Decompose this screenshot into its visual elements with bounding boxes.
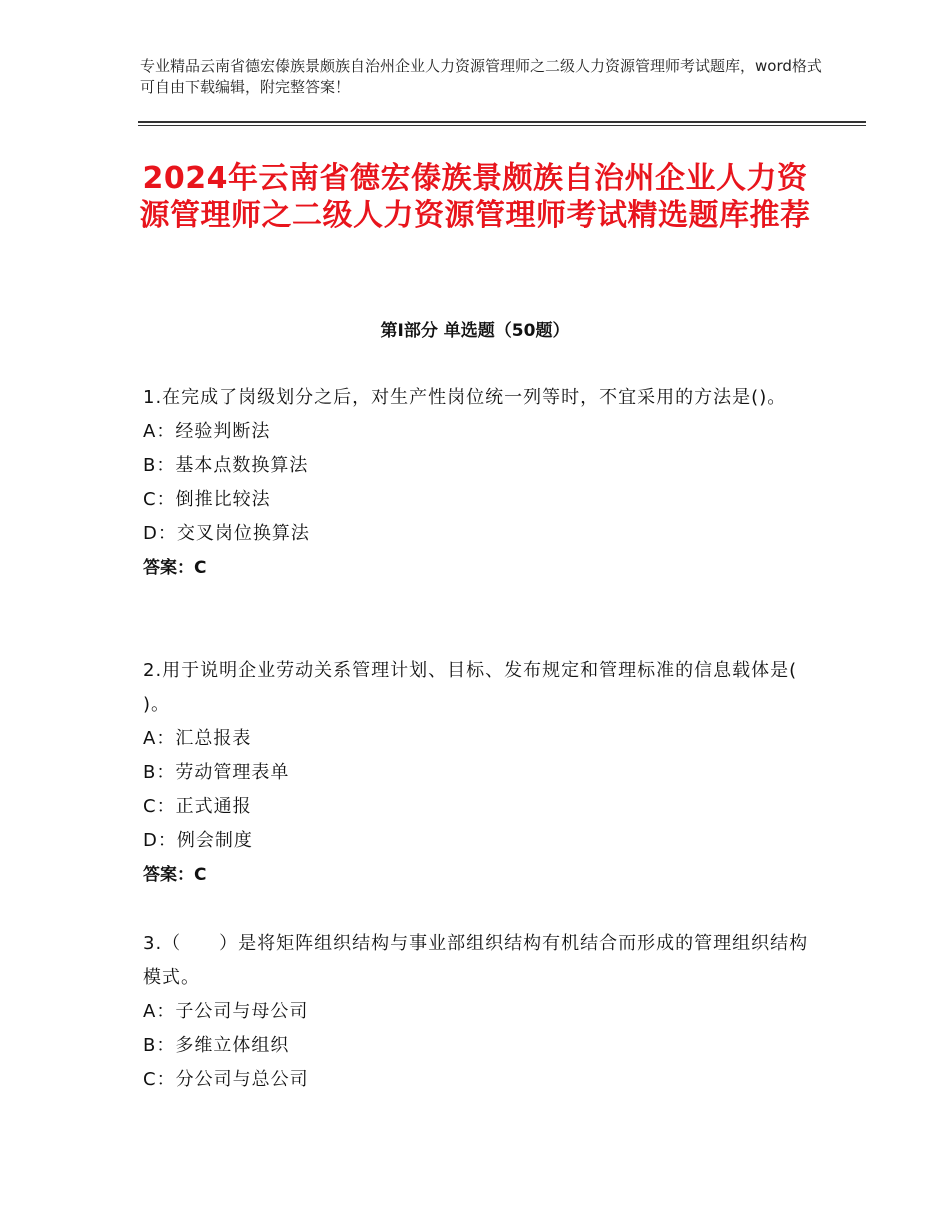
question-3 bbox=[143, 927, 813, 1097]
header-divider-thin bbox=[138, 125, 866, 126]
option-b: B：劳动管理表单 bbox=[143, 762, 290, 783]
answer: 答案：C bbox=[143, 558, 207, 578]
option-c: C：分公司与总公司 bbox=[143, 1069, 309, 1090]
option-c: C：正式通报 bbox=[143, 796, 252, 817]
header-note: 专业精品云南省德宏傣族景颇族自治州企业人力资源管理师之二级人力资源管理师考试题库，word格式可自由下载编辑，附完整答案！ bbox=[140, 57, 822, 96]
document-title: 2024年云南省德宏傣族景颇族自治州企业人力资源管理师之二级人力资源管理师考试精选题库推荐 bbox=[139, 161, 811, 233]
option-c: C：倒推比较法 bbox=[143, 489, 271, 510]
option-a: A：汇总报表 bbox=[143, 728, 252, 749]
option-a: A：子公司与母公司 bbox=[143, 1001, 309, 1022]
question-stem: 3.（ ）是将矩阵组织结构与事业部组织结构有机结合而形成的管理组织结构模式。 bbox=[143, 933, 809, 988]
question-1 bbox=[143, 381, 813, 585]
option-b: B：多维立体组织 bbox=[143, 1035, 290, 1056]
question-stem: 2.用于说明企业劳动关系管理计划、目标、发布规定和管理标准的信息载体是( )。 bbox=[143, 660, 798, 715]
section-heading: 第Ⅰ部分 单选题（50题） bbox=[380, 321, 570, 341]
question-2 bbox=[143, 654, 813, 892]
question-stem: 1.在完成了岗级划分之后，对生产性岗位统一列等时，不宜采用的方法是()。 bbox=[143, 387, 787, 408]
option-b: B：基本点数换算法 bbox=[143, 455, 309, 476]
answer: 答案：C bbox=[143, 865, 207, 885]
option-d: D：交叉岗位换算法 bbox=[143, 523, 310, 544]
header-divider-thick bbox=[138, 121, 866, 123]
option-a: A：经验判断法 bbox=[143, 421, 271, 442]
option-d: D：例会制度 bbox=[143, 830, 253, 851]
